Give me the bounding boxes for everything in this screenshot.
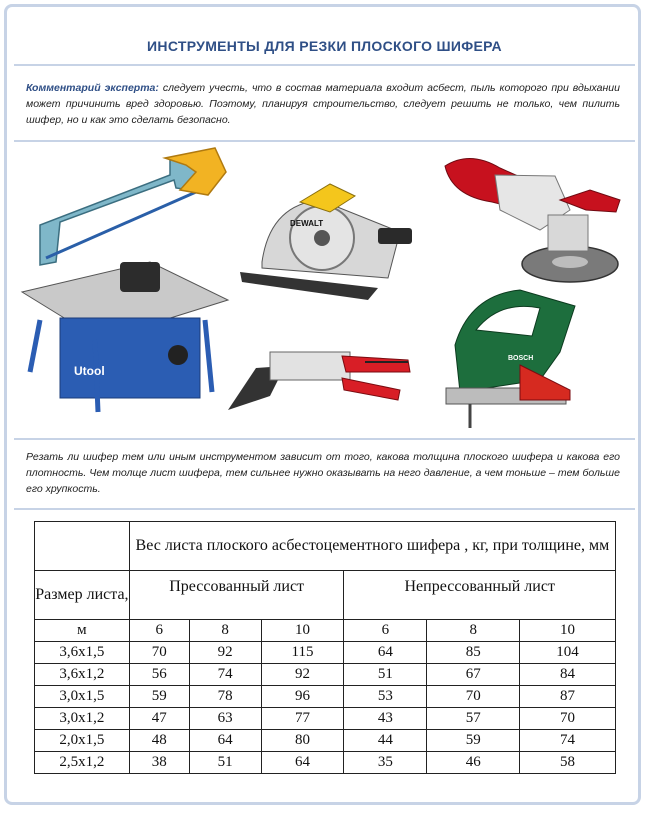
pressed-header: Прессованный лист [129,571,344,620]
hacksaw-icon [40,148,226,265]
table-row [35,730,616,752]
size-cell: 3,6х1,5 [35,642,130,664]
weight-cell: 70 [520,708,616,730]
thickness-cell: 8 [427,620,520,642]
weight-cell: 47 [129,708,189,730]
weight-header: Вес листа плоского асбестоцементного шифера , кг, при толщине, мм [129,522,615,571]
weight-cell: 59 [129,686,189,708]
table-row [35,686,616,708]
weight-cell: 115 [261,642,344,664]
weight-cell: 70 [129,642,189,664]
weight-cell: 46 [427,752,520,774]
thickness-note: Резать ли шифер тем или иным инструментом зависит от того, какова толщина плоского шифера и какова его плотность. Чем толще лист шифера, тем сильнее нужно оказывать на него давление, а чем тоньше – тем больше его хрупкость. [26,451,620,495]
weight-cell: 63 [189,708,261,730]
table-saw-brand: Utool [74,364,105,378]
expert-comment-text: следует учесть, что в состав материала входит асбест, пыль которого при вдыхании может причинить вред здоровью. Поэтому, планируя строительство, следует решить не только, чем пилить шифер, но и как это сделать безопасно. [26,82,620,126]
weight-cell: 96 [261,686,344,708]
table-row [35,752,616,774]
weight-cell: 57 [427,708,520,730]
weight-cell: 53 [344,686,427,708]
table-row [35,664,616,686]
weight-cell: 67 [427,664,520,686]
text-bottom-divider [14,508,635,510]
images-bottom-divider [14,438,635,440]
expert-comment-label: Комментарий эксперта: [26,82,159,94]
unit-header: м [35,620,130,642]
thickness-cell: 10 [520,620,616,642]
size-cell: 3,0х1,5 [35,686,130,708]
slate-cutter-icon [228,352,410,410]
weight-cell: 51 [344,664,427,686]
weight-cell: 77 [261,708,344,730]
thickness-cell: 8 [189,620,261,642]
weight-cell: 48 [129,730,189,752]
thickness-cell: 6 [344,620,427,642]
table-row [35,708,616,730]
angle-grinder-icon [445,158,620,282]
weight-cell: 59 [427,730,520,752]
weight-cell: 64 [261,752,344,774]
table-saw-icon [22,262,228,412]
weight-cell: 104 [520,642,616,664]
weight-cell: 78 [189,686,261,708]
weight-cell: 80 [261,730,344,752]
weight-cell: 38 [129,752,189,774]
weight-cell: 56 [129,664,189,686]
size-cell: 2,5х1,2 [35,752,130,774]
weight-cell: 58 [520,752,616,774]
circular-saw-icon [240,184,412,300]
weight-cell: 74 [189,664,261,686]
table-row [35,642,616,664]
weight-cell: 84 [520,664,616,686]
table-corner-cell [35,522,130,571]
weight-cell: 44 [344,730,427,752]
thickness-cell: 6 [129,620,189,642]
weight-cell: 43 [344,708,427,730]
weight-cell: 51 [189,752,261,774]
unpressed-header: Непрессованный лист [344,571,616,620]
weight-cell: 64 [189,730,261,752]
weight-cell: 74 [520,730,616,752]
weight-table [34,521,616,774]
weight-cell: 87 [520,686,616,708]
jigsaw-icon [446,290,575,428]
size-cell: 3,0х1,2 [35,708,130,730]
weight-cell: 64 [344,642,427,664]
thickness-row [35,620,616,642]
size-header: Размер листа, [35,571,130,620]
weight-cell: 92 [261,664,344,686]
weight-cell: 35 [344,752,427,774]
weight-cell: 85 [427,642,520,664]
circular-saw-brand: DEWALT [290,219,324,228]
size-cell: 2,0х1,5 [35,730,130,752]
size-cell: 3,6х1,2 [35,664,130,686]
page-title: ИНСТРУМЕНТЫ ДЛЯ РЕЗКИ ПЛОСКОГО ШИФЕРА [147,38,502,54]
weight-cell: 92 [189,642,261,664]
weight-cell: 70 [427,686,520,708]
thickness-cell: 10 [261,620,344,642]
jigsaw-brand: BOSCH [508,355,534,362]
